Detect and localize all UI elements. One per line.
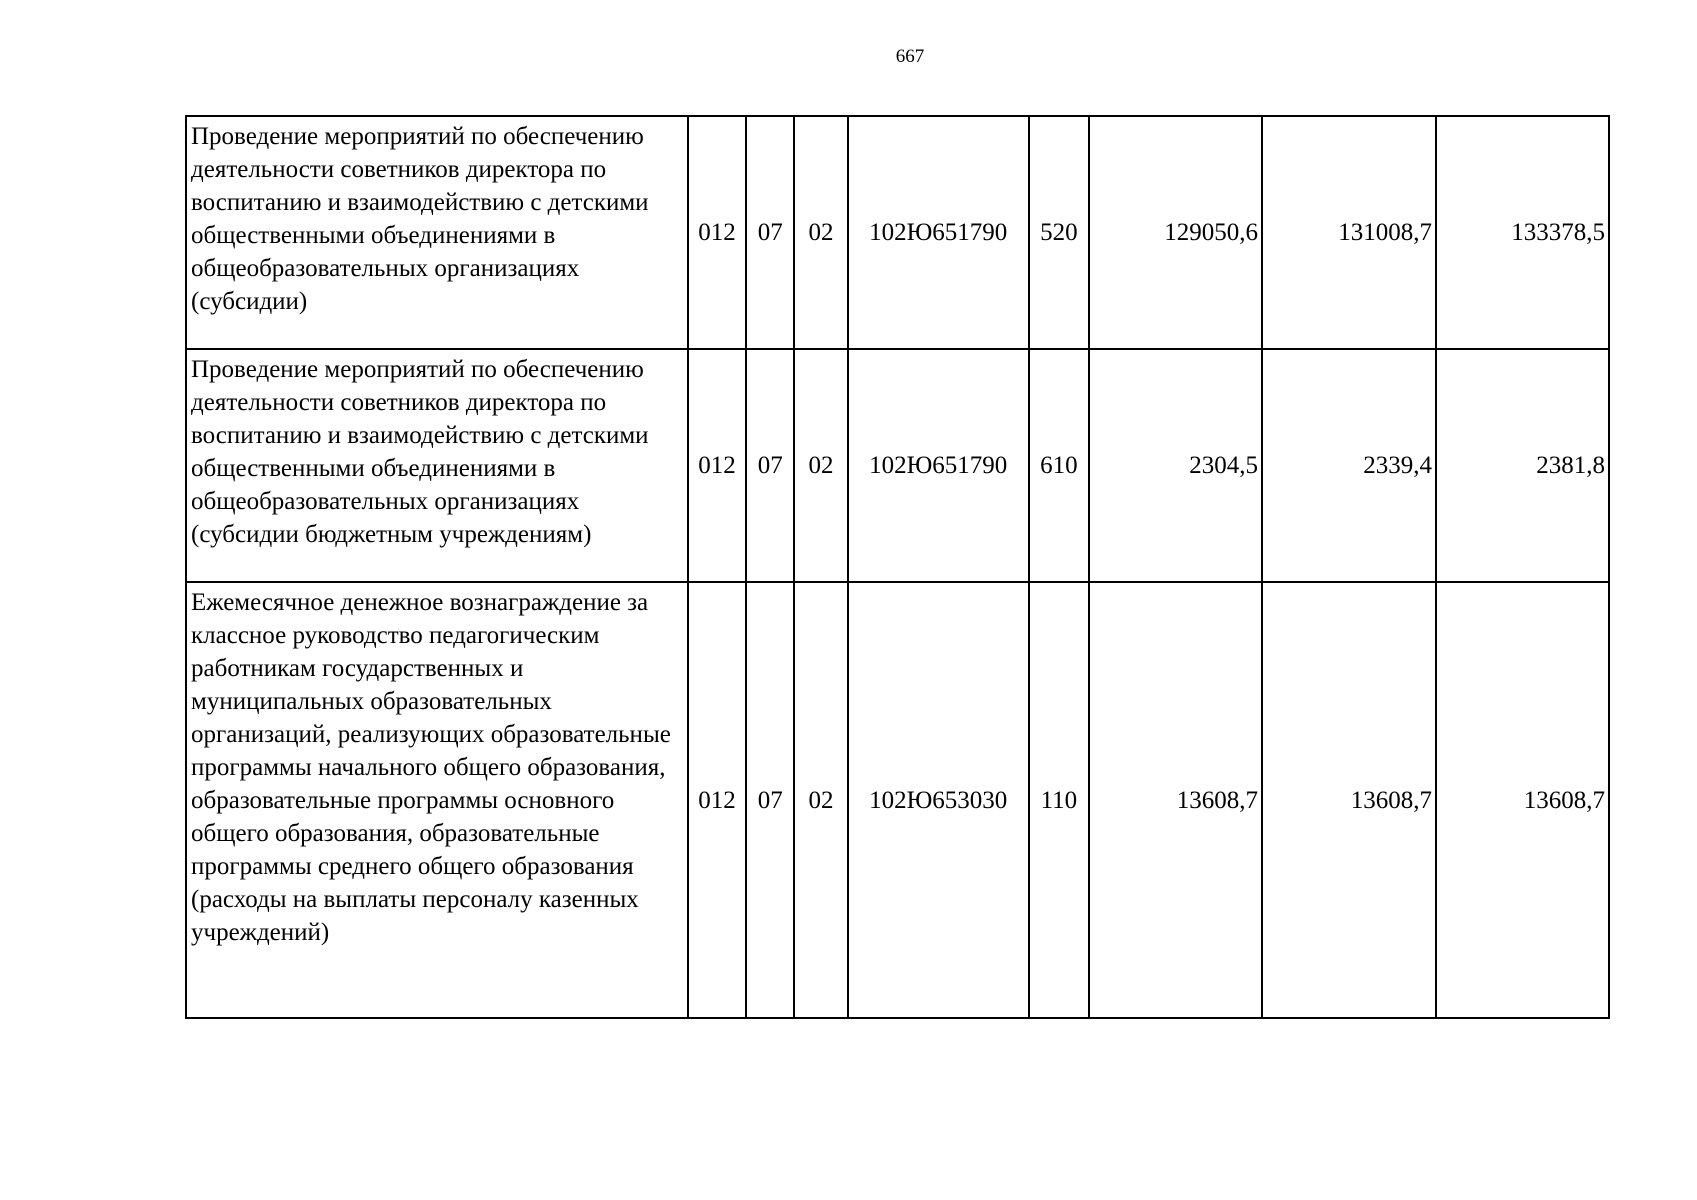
amount-year-3: 2381,8 xyxy=(1436,349,1609,582)
budget-table xyxy=(185,115,1610,1019)
page-number: 667 xyxy=(895,46,925,67)
target-article-code: 102Ю651790 xyxy=(848,116,1029,349)
ministry-code: 012 xyxy=(688,116,746,349)
section-code: 07 xyxy=(746,349,794,582)
section-code: 07 xyxy=(746,116,794,349)
subsection-code: 02 xyxy=(794,582,847,1018)
expense-type-code: 520 xyxy=(1029,116,1089,349)
table-row xyxy=(186,582,1609,1018)
subsection-code: 02 xyxy=(794,116,847,349)
table-row xyxy=(186,116,1609,349)
amount-year-1: 2304,5 xyxy=(1089,349,1262,582)
ministry-code: 012 xyxy=(688,349,746,582)
subsection-code: 02 xyxy=(794,349,847,582)
row-description: Ежемесячное денежное вознаграждение за классное руководство педагогическим работникам государственных и муниципальных образовательных организаций, реализующих образовательные программы начального общего образования, образовательные программы основного общего образования, образовательные программы среднего общего образования (расходы на выплаты персоналу казенных учреждений) xyxy=(186,582,688,1018)
target-article-code: 102Ю651790 xyxy=(848,349,1029,582)
amount-year-3: 133378,5 xyxy=(1436,116,1609,349)
row-description: Проведение мероприятий по обеспечению деятельности советников директора по воспитанию и взаимодействию с детскими общественными объединениями в общеобразовательных организациях (субсидии бюджетным учреждениям) xyxy=(186,349,688,582)
amount-year-2: 131008,7 xyxy=(1262,116,1436,349)
ministry-code: 012 xyxy=(688,582,746,1018)
row-description: Проведение мероприятий по обеспечению деятельности советников директора по воспитанию и взаимодействию с детскими общественными объединениями в общеобразовательных организациях (субсидии) xyxy=(186,116,688,349)
amount-year-1: 13608,7 xyxy=(1089,582,1262,1018)
amount-year-2: 2339,4 xyxy=(1262,349,1436,582)
table-row xyxy=(186,349,1609,582)
section-code: 07 xyxy=(746,582,794,1018)
expense-type-code: 610 xyxy=(1029,349,1089,582)
expense-type-code: 110 xyxy=(1029,582,1089,1018)
amount-year-1: 129050,6 xyxy=(1089,116,1262,349)
target-article-code: 102Ю653030 xyxy=(848,582,1029,1018)
amount-year-3: 13608,7 xyxy=(1436,582,1609,1018)
amount-year-2: 13608,7 xyxy=(1262,582,1436,1018)
